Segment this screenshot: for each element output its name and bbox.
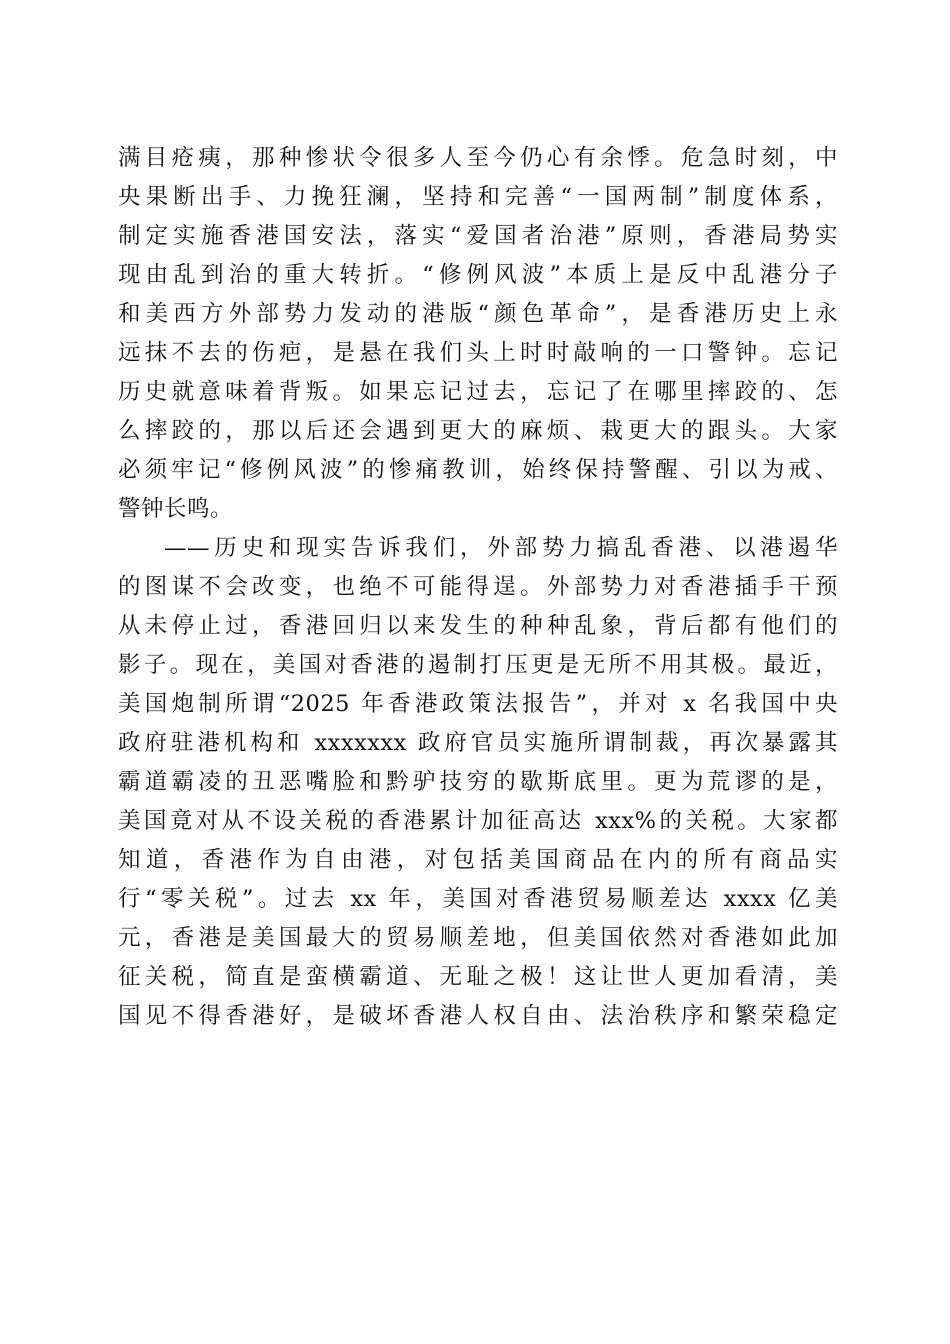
text-line: 行“零关税”。过去 xx 年，美国对香港贸易顺差达 xxxx 亿美 bbox=[118, 886, 838, 912]
text-line: 么摔跤的，那以后还会遇到更大的麻烦、栽更大的跟头。大家 bbox=[118, 418, 838, 444]
text-line: 征关税，简直是蛮横霸道、无耻之极！这让世人更加看清，美 bbox=[118, 964, 838, 990]
text-line: 国见不得香港好，是破坏香港人权自由、法治秩序和繁荣稳定 bbox=[118, 1003, 838, 1029]
text-line: 从未停止过，香港回归以来发生的种种乱象，背后都有他们的 bbox=[118, 613, 838, 639]
text-line: 的图谋不会改变，也绝不可能得逞。外部势力对香港插手干预 bbox=[118, 574, 838, 600]
text-line: 政府驻港机构和 xxxxxxx 政府官员实施所谓制裁，再次暴露其 bbox=[118, 730, 838, 756]
text-line: 央果断出手、力挽狂澜，坚持和完善“一国两制”制度体系， bbox=[118, 184, 838, 210]
document-body bbox=[118, 139, 838, 1036]
text-line: 霸道霸凌的丑恶嘴脸和黔驴技穷的歇斯底里。更为荒谬的是， bbox=[118, 769, 838, 795]
text-line: 现由乱到治的重大转折。“修例风波”本质上是反中乱港分子 bbox=[118, 262, 838, 288]
text-line: 和美西方外部势力发动的港版“颜色革命”，是香港历史上永 bbox=[118, 301, 838, 327]
text-line: 知道，香港作为自由港，对包括美国商品在内的所有商品实 bbox=[118, 847, 838, 873]
paragraph-2 bbox=[118, 529, 838, 1036]
text-line: 元，香港是美国最大的贸易顺差地，但美国依然对香港如此加 bbox=[118, 925, 838, 951]
text-line: 制定实施香港国安法，落实“爱国者治港”原则，香港局势实 bbox=[118, 223, 838, 249]
text-line: 满目疮痍，那种惨状令很多人至今仍心有余悸。危急时刻，中 bbox=[118, 145, 838, 171]
text-line: 警钟长鸣。 bbox=[118, 496, 234, 522]
text-line: 远抹不去的伤疤，是悬在我们头上时时敲响的一口警钟。忘记 bbox=[118, 340, 838, 366]
text-line: 历史就意味着背叛。如果忘记过去，忘记了在哪里摔跤的、怎 bbox=[118, 379, 838, 405]
text-line: 影子。现在，美国对香港的遏制打压更是无所不用其极。最近， bbox=[118, 652, 838, 678]
text-line: ——历史和现实告诉我们，外部势力搞乱香港、以港遏华 bbox=[164, 535, 838, 561]
paragraph-1 bbox=[118, 139, 838, 529]
text-line: 美国竟对从不设关税的香港累计加征高达 xxx%的关税。大家都 bbox=[118, 808, 838, 834]
text-line: 美国炮制所谓“2025 年香港政策法报告”，并对 x 名我国中央 bbox=[118, 691, 838, 717]
text-line: 必须牢记“修例风波”的惨痛教训，始终保持警醒、引以为戒、 bbox=[118, 457, 838, 483]
